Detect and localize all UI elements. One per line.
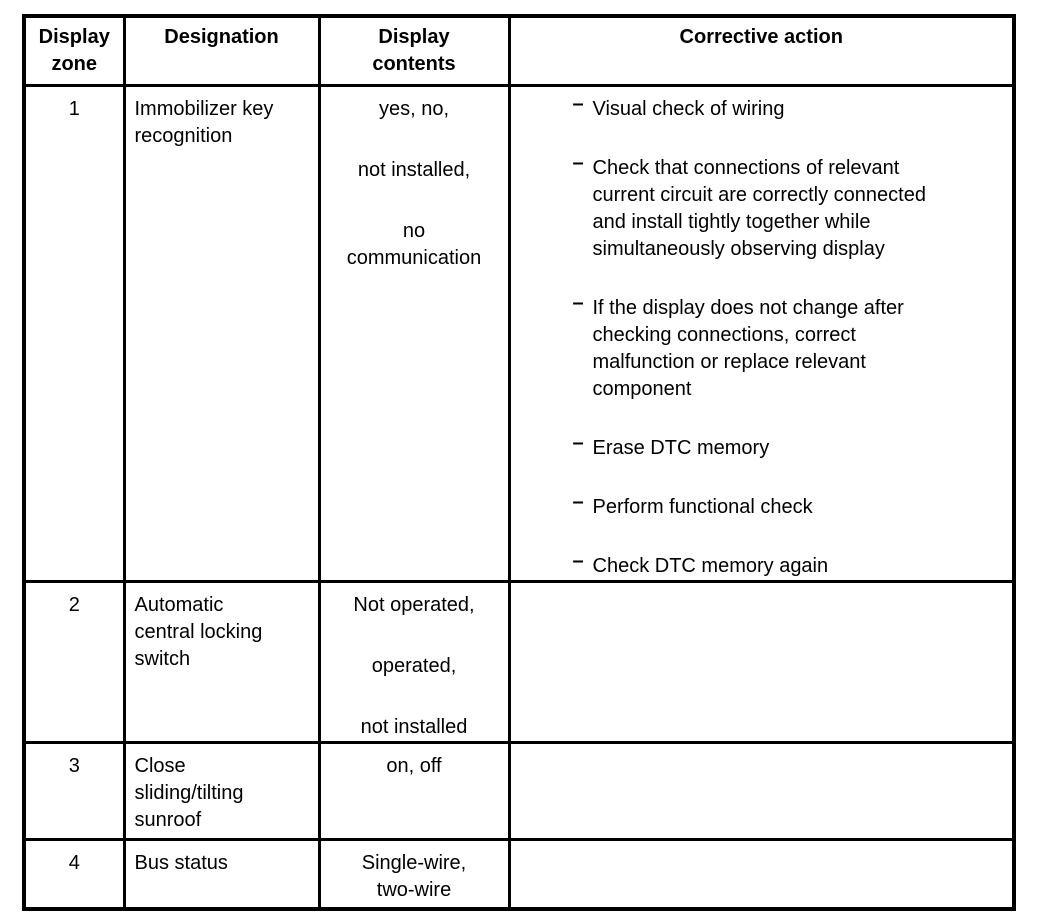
display-contents-item: on, off <box>386 754 442 777</box>
column-header-designation: Designation <box>124 16 319 85</box>
display-contents-item: no communication <box>346 219 482 269</box>
corrective-action-text: Visual check of wiring <box>592 97 785 120</box>
dash-bullet-icon: – <box>572 431 584 454</box>
display-contents-item: operated, <box>371 654 457 677</box>
dash-bullet-icon: – <box>572 549 584 572</box>
table-body <box>24 85 1014 909</box>
display-contents-cell <box>319 85 509 581</box>
display-contents-item: Single-wire, two-wire <box>361 851 467 901</box>
corrective-action-cell <box>509 839 1014 909</box>
display-zone-cell: 2 <box>24 581 124 742</box>
corrective-action-text: Check DTC memory again <box>592 554 829 577</box>
table-header <box>24 16 1014 85</box>
corrective-action-cell <box>509 742 1014 839</box>
display-zone-cell: 3 <box>24 742 124 839</box>
dash-bullet-icon: – <box>572 151 584 174</box>
display-contents-cell <box>319 839 509 909</box>
corrective-action-cell <box>509 581 1014 742</box>
table-row <box>24 839 1014 909</box>
column-header-corrective-action: Corrective action <box>509 16 1014 85</box>
corrective-action-text: If the display does not change after checking connections, correct malfunction or replace relevant component <box>592 296 904 400</box>
display-zone-cell: 1 <box>24 85 124 581</box>
designation-cell: Bus status <box>124 839 319 909</box>
corrective-action-text: Check that connections of relevant current circuit are correctly connected and install tightly together while simultaneously observing display <box>592 156 926 260</box>
header-row <box>24 16 1014 85</box>
display-contents-item: yes, no, <box>378 97 450 120</box>
corrective-action-cell <box>509 85 1014 581</box>
corrective-action-item <box>572 291 1003 403</box>
display-contents-cell <box>319 742 509 839</box>
corrective-action-item <box>572 431 1003 462</box>
column-header-display-zone: Display zone <box>24 16 124 85</box>
display-contents-item: Not operated, <box>353 593 475 616</box>
corrective-action-item <box>572 490 1003 521</box>
display-contents-cell <box>319 581 509 742</box>
dash-bullet-icon: – <box>572 92 584 115</box>
display-zone-cell: 4 <box>24 839 124 909</box>
designation-cell: Close sliding/tilting sunroof <box>124 742 319 839</box>
dash-bullet-icon: – <box>572 291 584 314</box>
corrective-action-text: Perform functional check <box>592 495 813 518</box>
corrective-action-item <box>572 151 1003 263</box>
display-contents-item: not installed, <box>357 158 471 181</box>
table-row <box>24 581 1014 742</box>
designation-cell: Immobilizer key recognition <box>124 85 319 581</box>
corrective-action-item <box>572 549 1003 580</box>
table-row <box>24 742 1014 839</box>
designation-cell: Automatic central locking switch <box>124 581 319 742</box>
corrective-action-text: Erase DTC memory <box>592 436 770 459</box>
table-row <box>24 85 1014 581</box>
diagnostic-display-table <box>22 14 1016 911</box>
corrective-action-item <box>572 92 1003 123</box>
display-contents-item: not installed <box>360 715 468 738</box>
column-header-display-contents: Display contents <box>319 16 509 85</box>
dash-bullet-icon: – <box>572 490 584 513</box>
